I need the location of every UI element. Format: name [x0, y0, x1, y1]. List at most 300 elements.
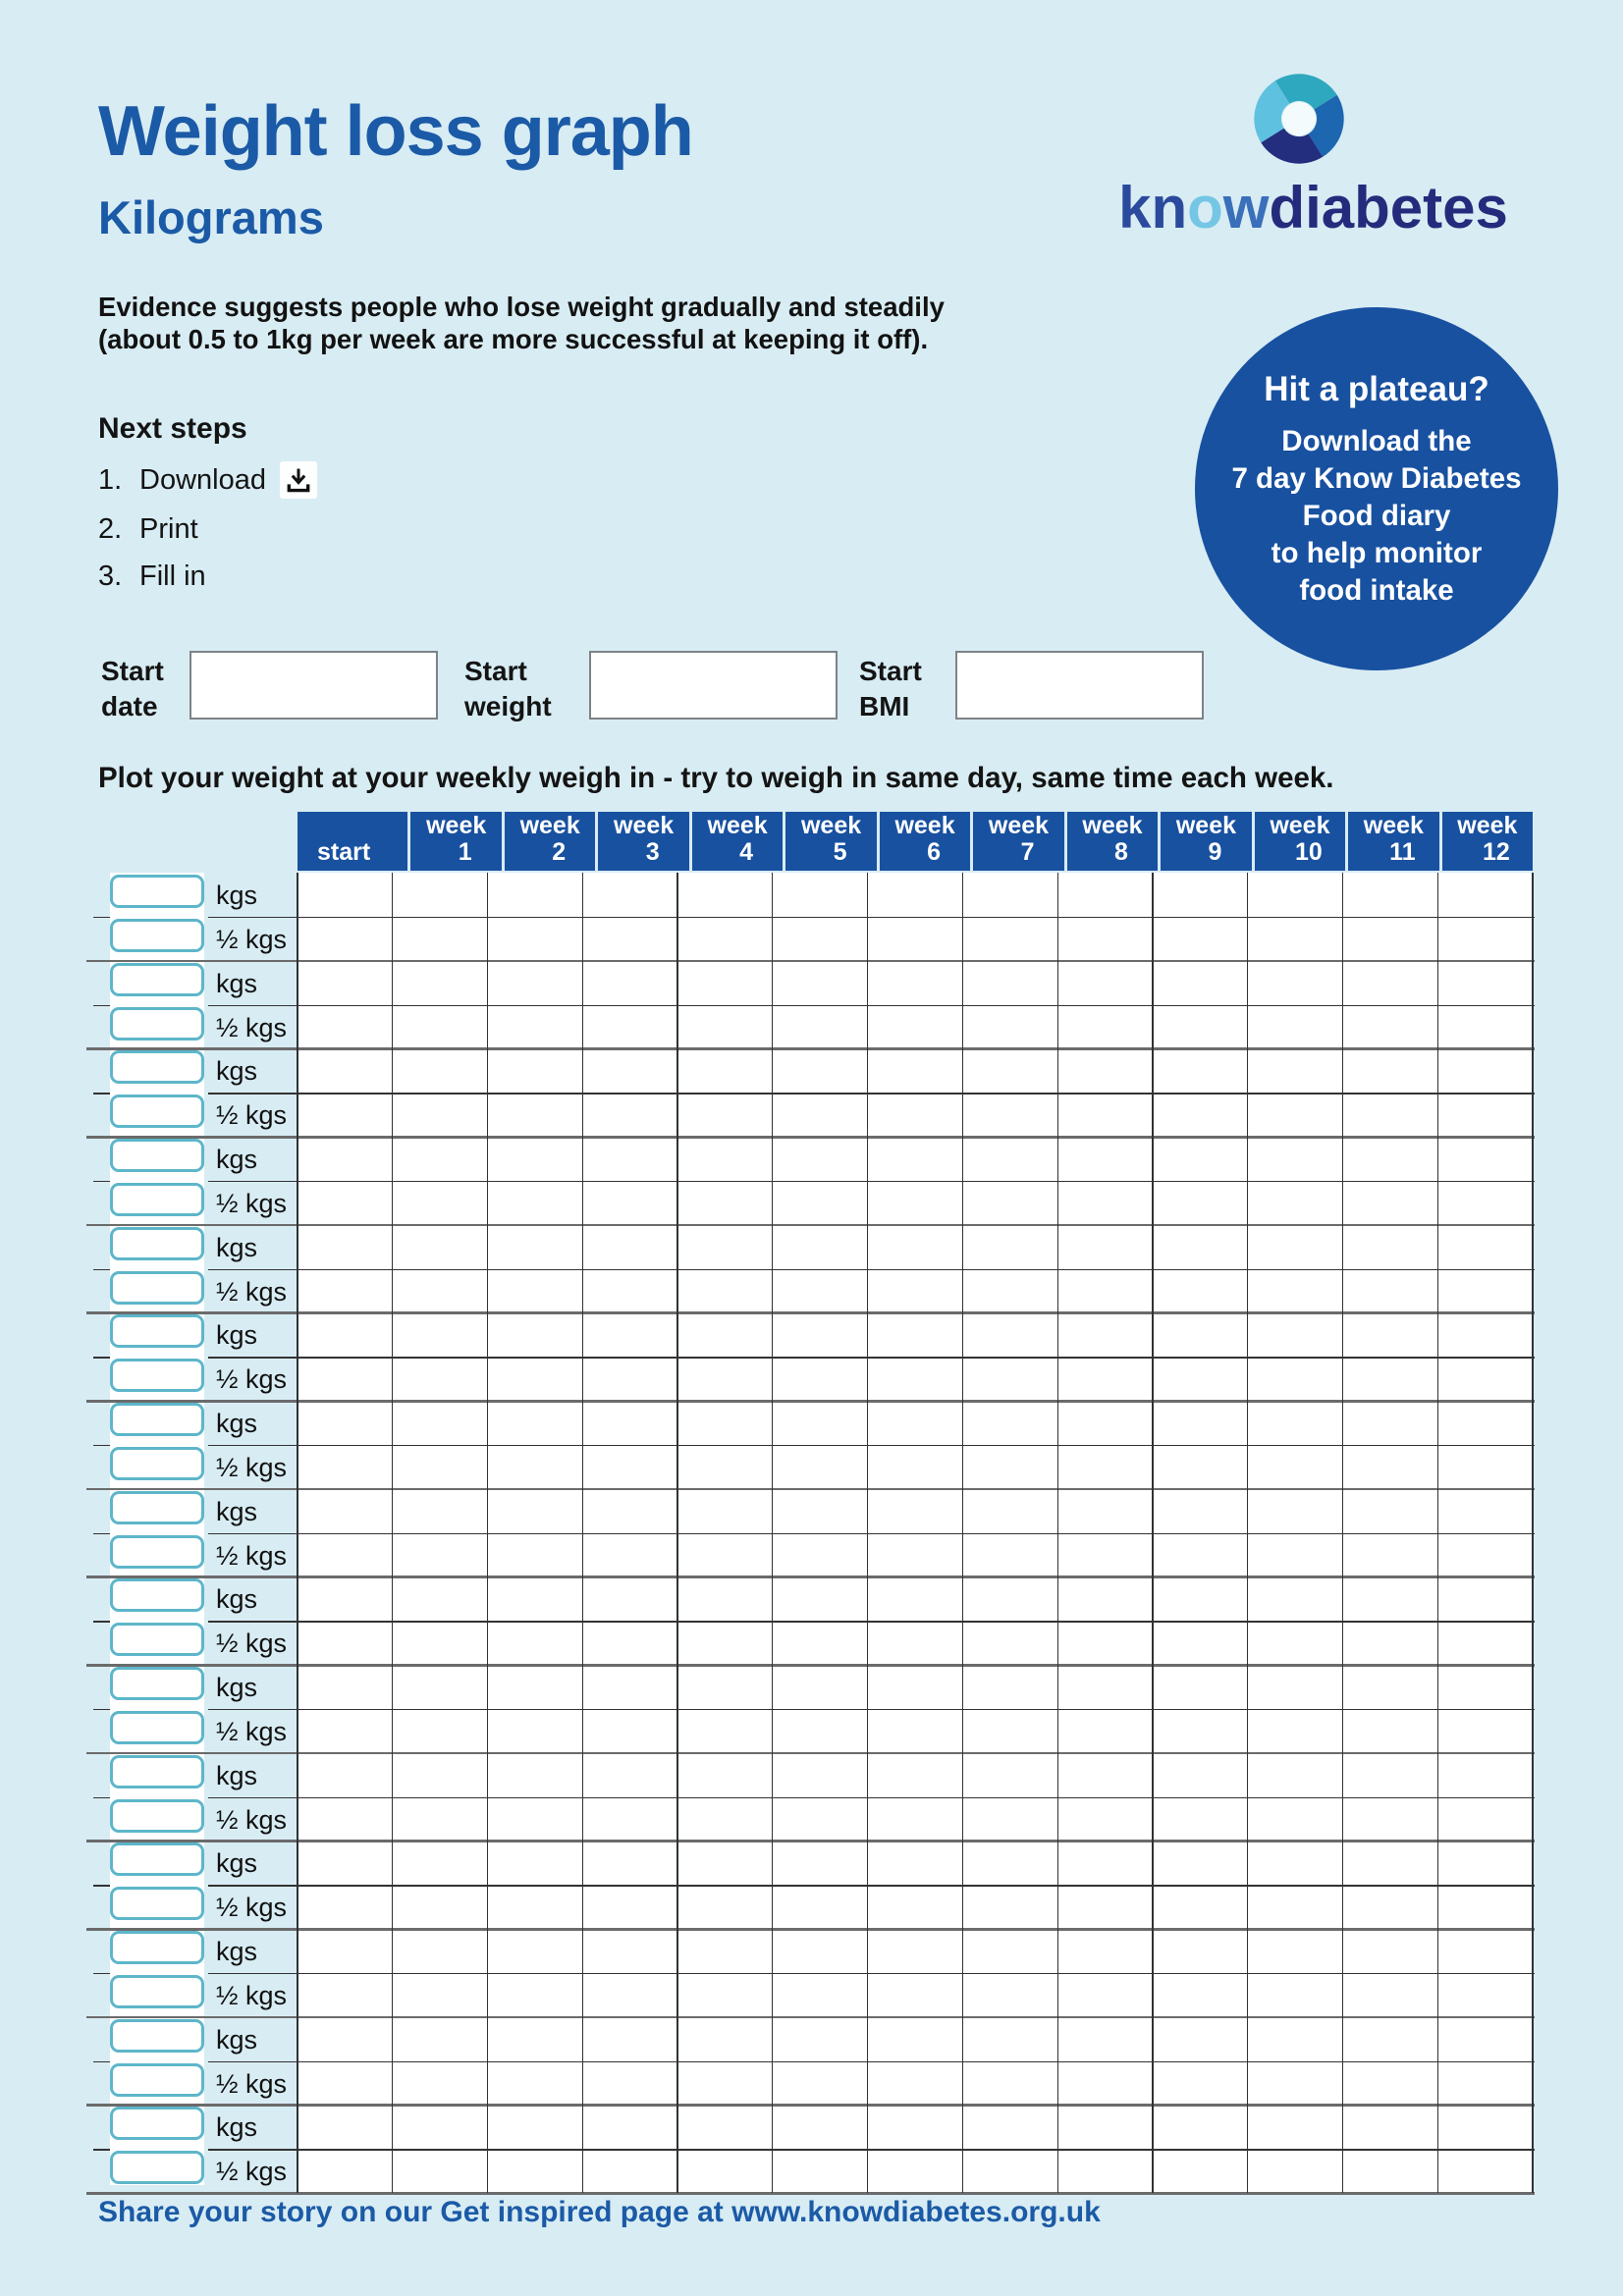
- kg-value-box[interactable]: [110, 2151, 204, 2184]
- grid-cell[interactable]: [1248, 1312, 1343, 1357]
- grid-cell[interactable]: [773, 2017, 868, 2061]
- grid-cell[interactable]: [298, 1489, 393, 1533]
- grid-cell[interactable]: [868, 1797, 963, 1842]
- grid-cell[interactable]: [868, 1093, 963, 1137]
- grid-cell[interactable]: [582, 1048, 677, 1093]
- grid-cell[interactable]: [1437, 1181, 1533, 1225]
- grid-cell[interactable]: [1057, 961, 1153, 1005]
- grid-cell[interactable]: [1057, 1357, 1153, 1401]
- grid-cell[interactable]: [1437, 1665, 1533, 1709]
- grid-cell[interactable]: [1057, 2105, 1153, 2149]
- grid-cell[interactable]: [962, 1225, 1057, 1269]
- grid-cell[interactable]: [1153, 1093, 1248, 1137]
- start-bmi-input[interactable]: [955, 651, 1204, 720]
- grid-cell[interactable]: [488, 917, 583, 961]
- grid-cell[interactable]: [298, 1576, 393, 1621]
- grid-cell[interactable]: [773, 1665, 868, 1709]
- grid-cell[interactable]: [488, 1841, 583, 1885]
- grid-cell[interactable]: [1153, 1401, 1248, 1445]
- grid-cell[interactable]: [1057, 1929, 1153, 1973]
- grid-cell[interactable]: [1343, 1445, 1438, 1489]
- grid-cell[interactable]: [298, 1093, 393, 1137]
- grid-cell[interactable]: [1153, 1489, 1248, 1533]
- grid-cell[interactable]: [393, 2149, 488, 2193]
- grid-cell[interactable]: [488, 1665, 583, 1709]
- grid-cell[interactable]: [582, 917, 677, 961]
- grid-cell[interactable]: [298, 917, 393, 961]
- grid-cell[interactable]: [962, 961, 1057, 1005]
- kg-value-box[interactable]: [110, 2019, 204, 2053]
- kg-value-box[interactable]: [110, 875, 204, 908]
- grid-cell[interactable]: [582, 2105, 677, 2149]
- grid-cell[interactable]: [962, 1841, 1057, 1885]
- grid-cell[interactable]: [1343, 1181, 1438, 1225]
- grid-cell[interactable]: [868, 1973, 963, 2017]
- grid-cell[interactable]: [582, 1445, 677, 1489]
- grid-cell[interactable]: [1153, 1181, 1248, 1225]
- grid-cell[interactable]: [1248, 873, 1343, 917]
- grid-cell[interactable]: [298, 873, 393, 917]
- grid-cell[interactable]: [488, 1885, 583, 1929]
- grid-cell[interactable]: [1057, 1576, 1153, 1621]
- grid-cell[interactable]: [488, 1269, 583, 1313]
- grid-cell[interactable]: [868, 873, 963, 917]
- grid-cell[interactable]: [298, 1709, 393, 1753]
- grid-cell[interactable]: [1057, 1621, 1153, 1665]
- grid-cell[interactable]: [488, 2149, 583, 2193]
- grid-cell[interactable]: [582, 1533, 677, 1577]
- grid-cell[interactable]: [298, 2017, 393, 2061]
- grid-cell[interactable]: [962, 1929, 1057, 1973]
- grid-cell[interactable]: [1248, 1093, 1343, 1137]
- grid-cell[interactable]: [393, 1181, 488, 1225]
- grid-cell[interactable]: [393, 1576, 488, 1621]
- grid-cell[interactable]: [1248, 1753, 1343, 1797]
- grid-cell[interactable]: [1343, 1357, 1438, 1401]
- grid-cell[interactable]: [1248, 1533, 1343, 1577]
- grid-cell[interactable]: [393, 961, 488, 1005]
- kg-value-box[interactable]: [110, 1535, 204, 1569]
- start-date-input[interactable]: [189, 651, 438, 720]
- grid-cell[interactable]: [1057, 1973, 1153, 2017]
- grid-cell[interactable]: [1343, 1269, 1438, 1313]
- grid-cell[interactable]: [488, 1312, 583, 1357]
- grid-cell[interactable]: [582, 1005, 677, 1049]
- grid-cell[interactable]: [298, 1312, 393, 1357]
- grid-cell[interactable]: [1153, 1048, 1248, 1093]
- grid-cell[interactable]: [1057, 1269, 1153, 1313]
- grid-cell[interactable]: [868, 2105, 963, 2149]
- grid-cell[interactable]: [868, 1709, 963, 1753]
- grid-cell[interactable]: [962, 1576, 1057, 1621]
- grid-cell[interactable]: [1248, 1489, 1343, 1533]
- grid-cell[interactable]: [393, 1929, 488, 1973]
- grid-cell[interactable]: [582, 2149, 677, 2193]
- grid-cell[interactable]: [393, 1621, 488, 1665]
- grid-cell[interactable]: [1153, 1269, 1248, 1313]
- grid-cell[interactable]: [962, 917, 1057, 961]
- grid-cell[interactable]: [1343, 2149, 1438, 2193]
- grid-cell[interactable]: [393, 1005, 488, 1049]
- grid-cell[interactable]: [488, 1401, 583, 1445]
- grid-cell[interactable]: [298, 1445, 393, 1489]
- grid-cell[interactable]: [773, 873, 868, 917]
- grid-cell[interactable]: [298, 2149, 393, 2193]
- grid-cell[interactable]: [1153, 1533, 1248, 1577]
- grid-cell[interactable]: [677, 1973, 773, 2017]
- grid-cell[interactable]: [773, 1709, 868, 1753]
- grid-cell[interactable]: [1248, 1885, 1343, 1929]
- grid-cell[interactable]: [393, 1048, 488, 1093]
- grid-cell[interactable]: [488, 1576, 583, 1621]
- kg-value-box[interactable]: [110, 2063, 204, 2097]
- grid-cell[interactable]: [1437, 1973, 1533, 2017]
- kg-value-box[interactable]: [110, 1623, 204, 1656]
- grid-cell[interactable]: [1057, 1225, 1153, 1269]
- grid-cell[interactable]: [488, 873, 583, 917]
- grid-cell[interactable]: [677, 1005, 773, 1049]
- grid-cell[interactable]: [677, 1093, 773, 1137]
- grid-cell[interactable]: [868, 1312, 963, 1357]
- grid-cell[interactable]: [962, 1181, 1057, 1225]
- grid-cell[interactable]: [962, 1137, 1057, 1181]
- grid-cell[interactable]: [773, 1005, 868, 1049]
- kg-value-box[interactable]: [110, 1447, 204, 1480]
- grid-cell[interactable]: [1437, 961, 1533, 1005]
- grid-cell[interactable]: [582, 1797, 677, 1842]
- grid-cell[interactable]: [393, 1533, 488, 1577]
- grid-cell[interactable]: [582, 1665, 677, 1709]
- grid-cell[interactable]: [773, 1312, 868, 1357]
- grid-cell[interactable]: [1437, 1137, 1533, 1181]
- grid-cell[interactable]: [298, 1753, 393, 1797]
- grid-cell[interactable]: [677, 2105, 773, 2149]
- grid-cell[interactable]: [677, 2061, 773, 2106]
- grid-cell[interactable]: [582, 1621, 677, 1665]
- grid-cell[interactable]: [582, 1576, 677, 1621]
- grid-cell[interactable]: [677, 2017, 773, 2061]
- grid-cell[interactable]: [298, 2061, 393, 2106]
- grid-cell[interactable]: [962, 2105, 1057, 2149]
- grid-cell[interactable]: [1057, 873, 1153, 917]
- grid-cell[interactable]: [1437, 2149, 1533, 2193]
- grid-cell[interactable]: [773, 1973, 868, 2017]
- grid-cell[interactable]: [1343, 1665, 1438, 1709]
- grid-cell[interactable]: [393, 1841, 488, 1885]
- grid-cell[interactable]: [962, 1709, 1057, 1753]
- grid-cell[interactable]: [1437, 1312, 1533, 1357]
- grid-cell[interactable]: [1437, 2061, 1533, 2106]
- grid-cell[interactable]: [1343, 1885, 1438, 1929]
- grid-cell[interactable]: [1437, 1621, 1533, 1665]
- grid-cell[interactable]: [868, 1885, 963, 1929]
- grid-cell[interactable]: [868, 1269, 963, 1313]
- grid-cell[interactable]: [582, 1137, 677, 1181]
- grid-cell[interactable]: [868, 2149, 963, 2193]
- grid-cell[interactable]: [488, 1445, 583, 1489]
- grid-cell[interactable]: [1153, 1576, 1248, 1621]
- grid-cell[interactable]: [868, 1665, 963, 1709]
- grid-cell[interactable]: [298, 1929, 393, 1973]
- grid-cell[interactable]: [1057, 1005, 1153, 1049]
- grid-cell[interactable]: [1153, 2017, 1248, 2061]
- grid-cell[interactable]: [868, 1048, 963, 1093]
- kg-value-box[interactable]: [110, 1139, 204, 1172]
- grid-cell[interactable]: [868, 2017, 963, 2061]
- grid-cell[interactable]: [962, 1048, 1057, 1093]
- grid-cell[interactable]: [868, 1576, 963, 1621]
- grid-cell[interactable]: [1248, 1445, 1343, 1489]
- grid-cell[interactable]: [1343, 873, 1438, 917]
- grid-cell[interactable]: [1248, 1709, 1343, 1753]
- grid-cell[interactable]: [393, 1885, 488, 1929]
- grid-cell[interactable]: [677, 1841, 773, 1885]
- grid-cell[interactable]: [1343, 1005, 1438, 1049]
- grid-cell[interactable]: [393, 2061, 488, 2106]
- grid-cell[interactable]: [298, 961, 393, 1005]
- grid-cell[interactable]: [1057, 2149, 1153, 2193]
- grid-cell[interactable]: [1343, 1841, 1438, 1885]
- grid-cell[interactable]: [1343, 1312, 1438, 1357]
- grid-cell[interactable]: [773, 1137, 868, 1181]
- grid-cell[interactable]: [962, 2017, 1057, 2061]
- grid-cell[interactable]: [393, 1753, 488, 1797]
- grid-cell[interactable]: [773, 961, 868, 1005]
- grid-cell[interactable]: [677, 1269, 773, 1313]
- grid-cell[interactable]: [393, 1225, 488, 1269]
- grid-cell[interactable]: [1343, 1401, 1438, 1445]
- grid-cell[interactable]: [298, 2105, 393, 2149]
- grid-cell[interactable]: [298, 1533, 393, 1577]
- grid-cell[interactable]: [393, 2105, 488, 2149]
- grid-cell[interactable]: [868, 1929, 963, 1973]
- grid-cell[interactable]: [773, 1753, 868, 1797]
- kg-value-box[interactable]: [110, 1183, 204, 1216]
- grid-cell[interactable]: [582, 2061, 677, 2106]
- grid-cell[interactable]: [868, 1753, 963, 1797]
- grid-cell[interactable]: [677, 1048, 773, 1093]
- grid-cell[interactable]: [1248, 1269, 1343, 1313]
- grid-cell[interactable]: [1343, 2105, 1438, 2149]
- grid-cell[interactable]: [773, 1841, 868, 1885]
- grid-cell[interactable]: [773, 2149, 868, 2193]
- grid-cell[interactable]: [488, 1357, 583, 1401]
- grid-cell[interactable]: [773, 1401, 868, 1445]
- grid-cell[interactable]: [1437, 1533, 1533, 1577]
- grid-cell[interactable]: [1437, 1753, 1533, 1797]
- grid-cell[interactable]: [1248, 1357, 1343, 1401]
- grid-cell[interactable]: [1248, 1576, 1343, 1621]
- grid-cell[interactable]: [962, 2061, 1057, 2106]
- kg-value-box[interactable]: [110, 1227, 204, 1260]
- grid-cell[interactable]: [773, 1533, 868, 1577]
- grid-cell[interactable]: [488, 2061, 583, 2106]
- grid-cell[interactable]: [582, 873, 677, 917]
- grid-cell[interactable]: [773, 2061, 868, 2106]
- grid-cell[interactable]: [298, 1048, 393, 1093]
- grid-cell[interactable]: [393, 1665, 488, 1709]
- grid-cell[interactable]: [677, 1401, 773, 1445]
- grid-cell[interactable]: [1057, 2017, 1153, 2061]
- grid-cell[interactable]: [677, 2149, 773, 2193]
- grid-cell[interactable]: [1153, 1137, 1248, 1181]
- grid-cell[interactable]: [393, 1269, 488, 1313]
- grid-cell[interactable]: [1437, 1401, 1533, 1445]
- grid-cell[interactable]: [1057, 1445, 1153, 1489]
- grid-cell[interactable]: [868, 1841, 963, 1885]
- grid-cell[interactable]: [1343, 1048, 1438, 1093]
- grid-cell[interactable]: [1437, 1225, 1533, 1269]
- grid-cell[interactable]: [393, 1797, 488, 1842]
- grid-cell[interactable]: [393, 1709, 488, 1753]
- grid-cell[interactable]: [298, 1841, 393, 1885]
- grid-cell[interactable]: [773, 1093, 868, 1137]
- grid-cell[interactable]: [1248, 2017, 1343, 2061]
- grid-cell[interactable]: [298, 1225, 393, 1269]
- grid-cell[interactable]: [1343, 1533, 1438, 1577]
- grid-cell[interactable]: [868, 1621, 963, 1665]
- grid-cell[interactable]: [393, 917, 488, 961]
- grid-cell[interactable]: [677, 1445, 773, 1489]
- grid-cell[interactable]: [773, 1048, 868, 1093]
- grid-cell[interactable]: [962, 1401, 1057, 1445]
- grid-cell[interactable]: [1153, 1357, 1248, 1401]
- grid-cell[interactable]: [1437, 917, 1533, 961]
- kg-value-box[interactable]: [110, 1975, 204, 2008]
- grid-cell[interactable]: [773, 1225, 868, 1269]
- grid-cell[interactable]: [488, 2017, 583, 2061]
- grid-cell[interactable]: [773, 1929, 868, 1973]
- grid-cell[interactable]: [868, 1137, 963, 1181]
- grid-cell[interactable]: [1248, 1929, 1343, 1973]
- grid-cell[interactable]: [1437, 1929, 1533, 1973]
- grid-cell[interactable]: [1153, 1005, 1248, 1049]
- grid-cell[interactable]: [868, 1181, 963, 1225]
- grid-cell[interactable]: [962, 1489, 1057, 1533]
- kg-value-box[interactable]: [110, 1578, 204, 1612]
- kg-value-box[interactable]: [110, 1711, 204, 1744]
- grid-cell[interactable]: [1437, 1709, 1533, 1753]
- grid-cell[interactable]: [773, 1445, 868, 1489]
- grid-cell[interactable]: [582, 1489, 677, 1533]
- grid-cell[interactable]: [677, 873, 773, 917]
- kg-value-box[interactable]: [110, 919, 204, 952]
- grid-cell[interactable]: [298, 1269, 393, 1313]
- grid-cell[interactable]: [677, 1576, 773, 1621]
- grid-cell[interactable]: [962, 1357, 1057, 1401]
- grid-cell[interactable]: [582, 1929, 677, 1973]
- kg-value-box[interactable]: [110, 1842, 204, 1876]
- grid-cell[interactable]: [677, 1489, 773, 1533]
- grid-cell[interactable]: [1153, 1312, 1248, 1357]
- grid-cell[interactable]: [298, 1973, 393, 2017]
- grid-cell[interactable]: [582, 1973, 677, 2017]
- grid-cell[interactable]: [868, 1445, 963, 1489]
- grid-cell[interactable]: [488, 1533, 583, 1577]
- grid-cell[interactable]: [677, 1312, 773, 1357]
- grid-cell[interactable]: [1248, 1181, 1343, 1225]
- grid-cell[interactable]: [773, 1181, 868, 1225]
- grid-cell[interactable]: [1153, 1929, 1248, 1973]
- grid-cell[interactable]: [1057, 1841, 1153, 1885]
- grid-cell[interactable]: [962, 1665, 1057, 1709]
- grid-cell[interactable]: [393, 873, 488, 917]
- grid-cell[interactable]: [488, 1048, 583, 1093]
- grid-cell[interactable]: [962, 1269, 1057, 1313]
- grid-cell[interactable]: [1057, 1885, 1153, 1929]
- grid-cell[interactable]: [488, 1093, 583, 1137]
- grid-cell[interactable]: [1437, 1489, 1533, 1533]
- grid-cell[interactable]: [1153, 1621, 1248, 1665]
- kg-value-box[interactable]: [110, 1755, 204, 1789]
- grid-cell[interactable]: [1057, 917, 1153, 961]
- grid-cell[interactable]: [298, 1885, 393, 1929]
- grid-cell[interactable]: [1057, 1665, 1153, 1709]
- download-icon[interactable]: [280, 461, 317, 499]
- grid-cell[interactable]: [582, 1225, 677, 1269]
- grid-cell[interactable]: [773, 917, 868, 961]
- grid-cell[interactable]: [488, 1137, 583, 1181]
- grid-cell[interactable]: [1153, 2061, 1248, 2106]
- grid-cell[interactable]: [677, 1753, 773, 1797]
- grid-cell[interactable]: [962, 873, 1057, 917]
- grid-cell[interactable]: [868, 1401, 963, 1445]
- grid-cell[interactable]: [1248, 1048, 1343, 1093]
- grid-cell[interactable]: [1153, 1753, 1248, 1797]
- grid-cell[interactable]: [298, 1181, 393, 1225]
- grid-cell[interactable]: [773, 1621, 868, 1665]
- grid-cell[interactable]: [582, 1093, 677, 1137]
- grid-cell[interactable]: [393, 1445, 488, 1489]
- grid-cell[interactable]: [962, 1621, 1057, 1665]
- grid-cell[interactable]: [1343, 1973, 1438, 2017]
- grid-cell[interactable]: [677, 961, 773, 1005]
- grid-cell[interactable]: [773, 1797, 868, 1842]
- grid-cell[interactable]: [488, 1929, 583, 1973]
- grid-cell[interactable]: [962, 1445, 1057, 1489]
- grid-cell[interactable]: [962, 1093, 1057, 1137]
- grid-cell[interactable]: [1153, 1665, 1248, 1709]
- grid-cell[interactable]: [677, 1137, 773, 1181]
- grid-cell[interactable]: [962, 1005, 1057, 1049]
- grid-cell[interactable]: [488, 961, 583, 1005]
- grid-cell[interactable]: [1437, 2105, 1533, 2149]
- grid-cell[interactable]: [1153, 1225, 1248, 1269]
- grid-cell[interactable]: [1437, 1841, 1533, 1885]
- grid-cell[interactable]: [677, 1665, 773, 1709]
- grid-cell[interactable]: [677, 1533, 773, 1577]
- grid-cell[interactable]: [868, 917, 963, 961]
- grid-cell[interactable]: [1343, 1489, 1438, 1533]
- grid-cell[interactable]: [1153, 917, 1248, 961]
- grid-cell[interactable]: [1153, 1709, 1248, 1753]
- grid-cell[interactable]: [1057, 1137, 1153, 1181]
- grid-cell[interactable]: [582, 1357, 677, 1401]
- grid-cell[interactable]: [582, 1753, 677, 1797]
- grid-cell[interactable]: [773, 1357, 868, 1401]
- grid-cell[interactable]: [582, 2017, 677, 2061]
- grid-cell[interactable]: [868, 961, 963, 1005]
- grid-cell[interactable]: [1437, 1005, 1533, 1049]
- grid-cell[interactable]: [488, 1225, 583, 1269]
- grid-cell[interactable]: [1153, 1797, 1248, 1842]
- grid-cell[interactable]: [1248, 1797, 1343, 1842]
- grid-cell[interactable]: [962, 1973, 1057, 2017]
- grid-cell[interactable]: [1057, 1312, 1153, 1357]
- grid-cell[interactable]: [677, 1709, 773, 1753]
- kg-value-box[interactable]: [110, 1314, 204, 1348]
- grid-cell[interactable]: [773, 1489, 868, 1533]
